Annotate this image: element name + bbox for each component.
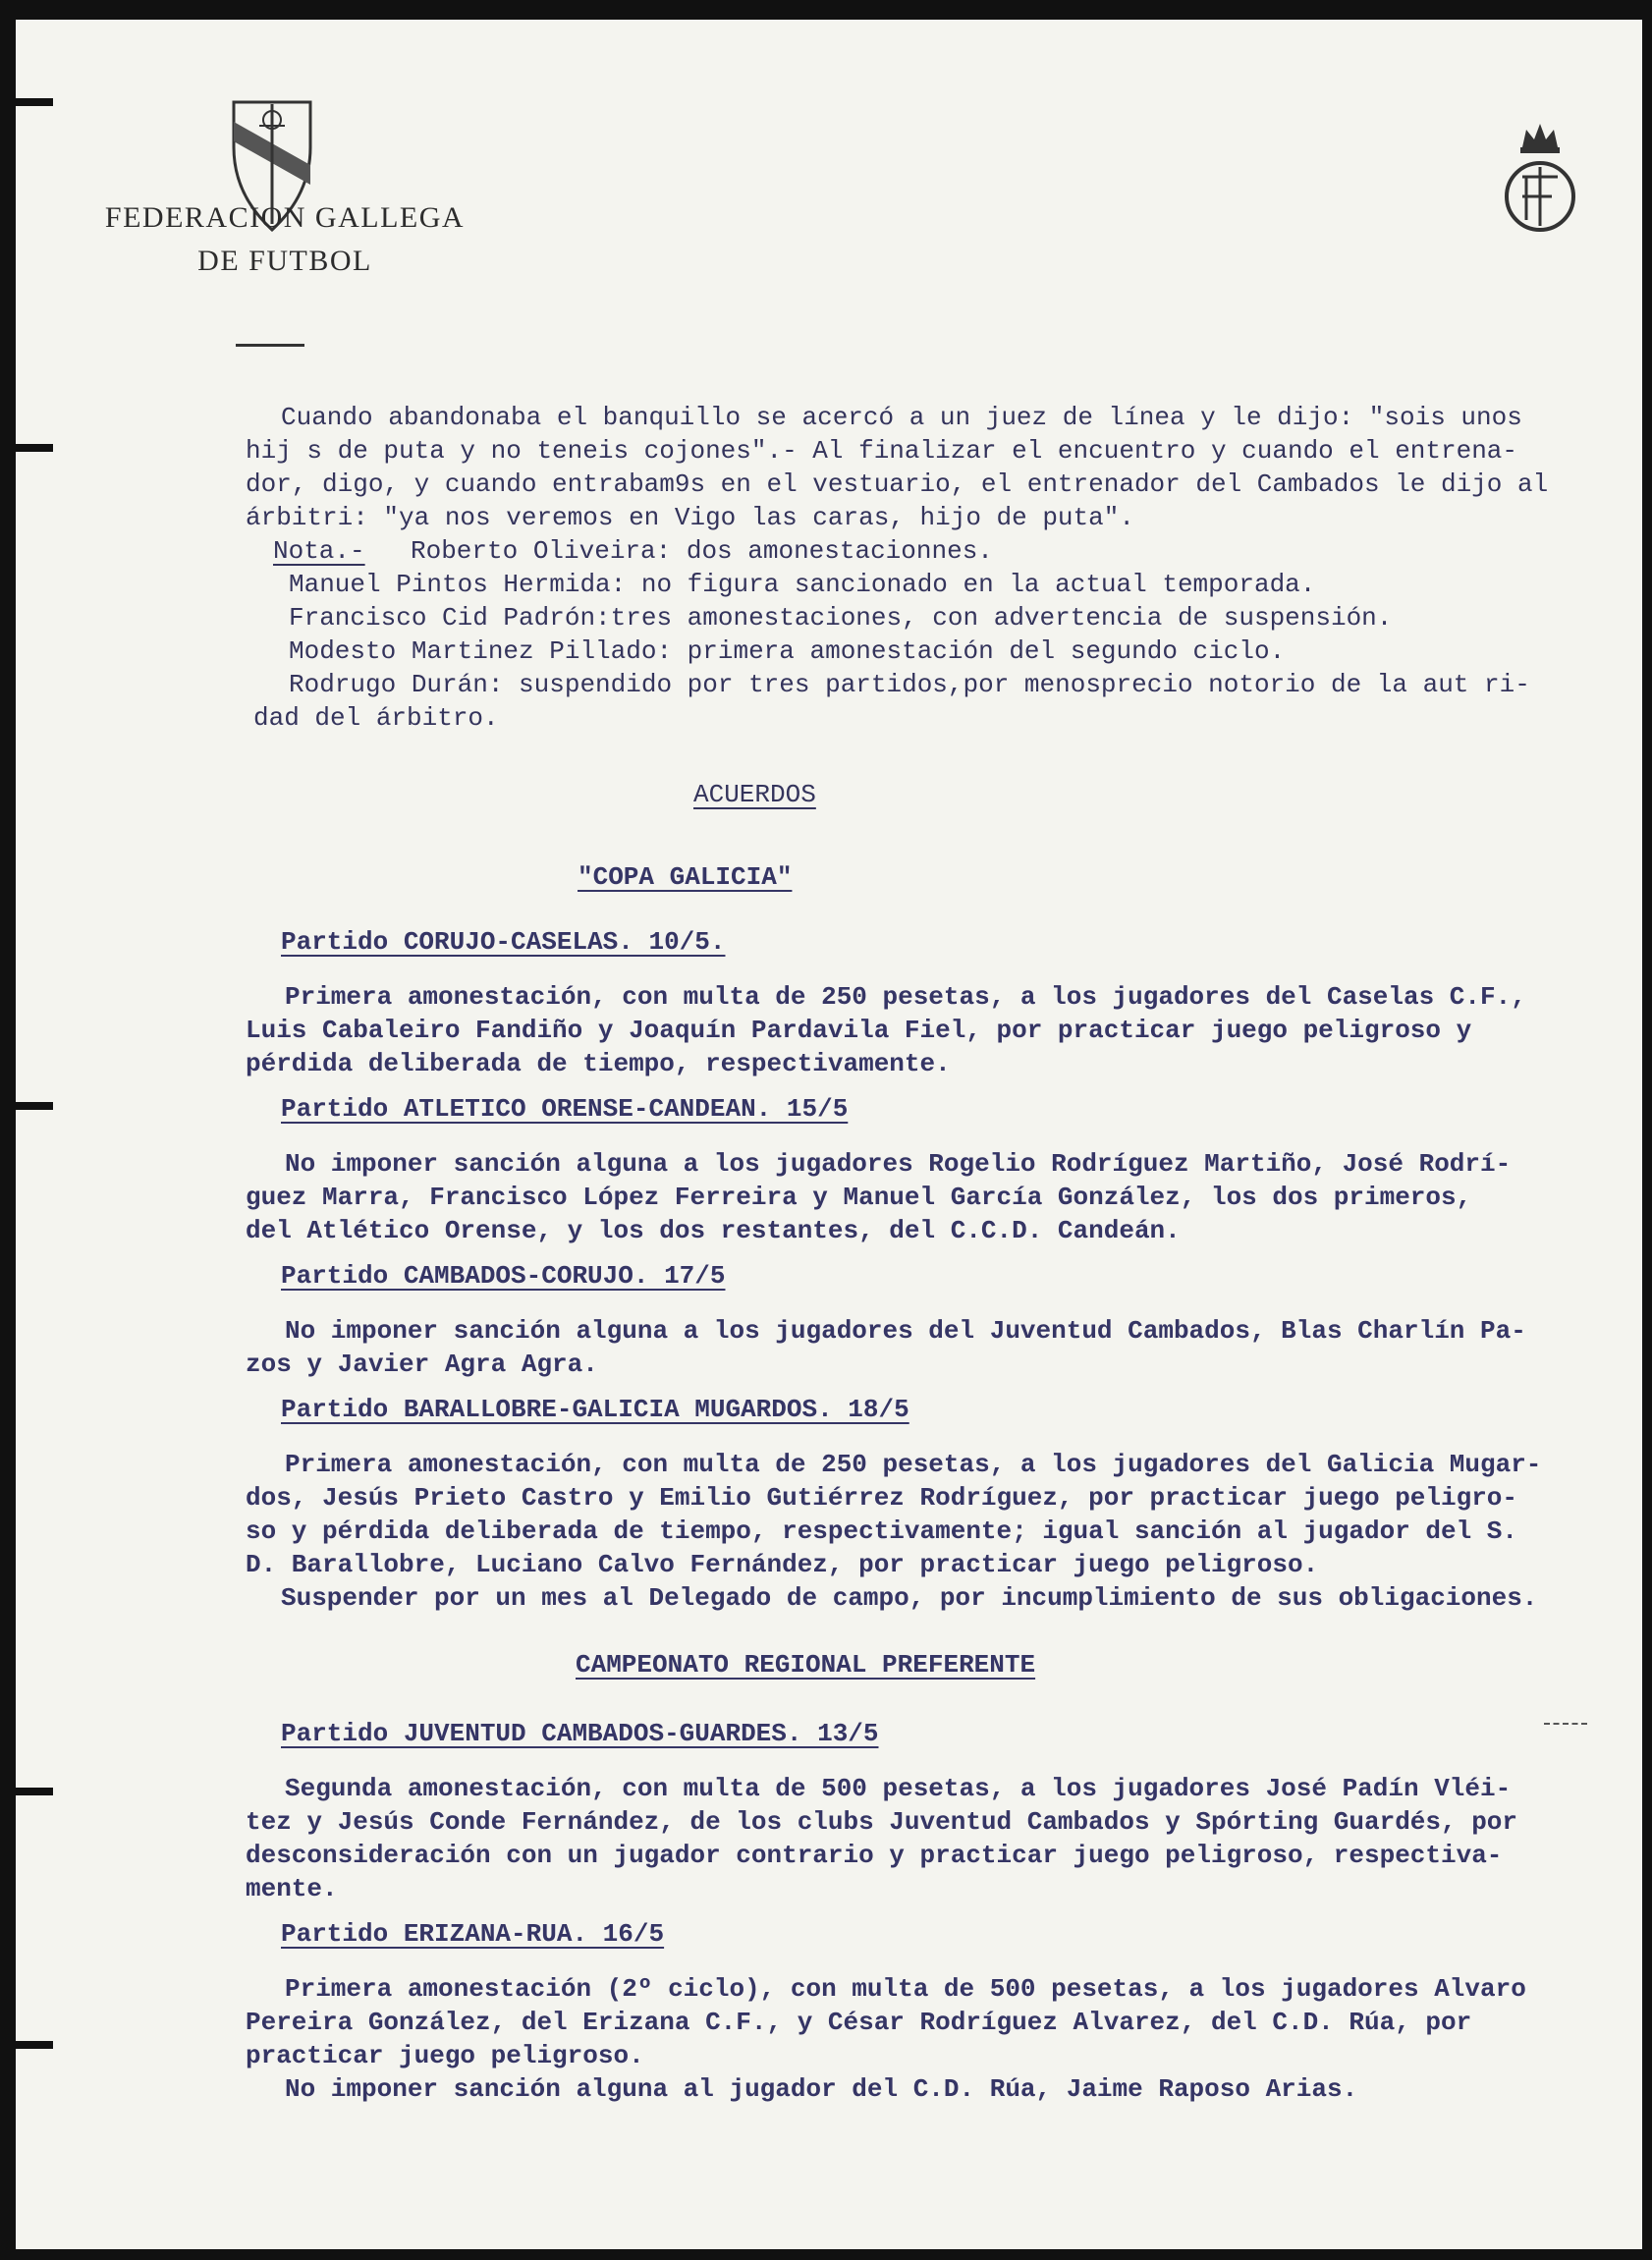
match-line: Segunda amonestación, con multa de 500 pesetas, a los jugadores José Padín Vléi- <box>285 1774 1512 1803</box>
federation-name-line1: FEDERACION GALLEGA <box>104 201 466 234</box>
match-line: Primera amonestación, con multa de 250 pesetas, a los jugadores del Galicia Mugar- <box>285 1450 1542 1479</box>
match-line: Pereira González, del Erizana C.F., y César Rodríguez Alvarez, del C.D. Rúa, por <box>246 2008 1472 2037</box>
match-line: guez Marra, Francisco López Ferreira y Manuel García González, los dos primeros, <box>246 1183 1472 1212</box>
intro-line: dor, digo, y cuando entrabam9s en el vestuario, el entrenador del Cambados le dijo al <box>246 469 1549 499</box>
match-heading: Partido ERIZANA-RUA. 16/5 <box>281 1919 665 1949</box>
match-line: Luis Cabaleiro Fandiño y Joaquín Pardavila Fiel, por practicar juego peligroso y <box>246 1016 1472 1045</box>
regional-title: CAMPEONATO REGIONAL PREFERENTE <box>576 1650 1036 1680</box>
copa-title: "COPA GALICIA" <box>578 862 793 892</box>
intro-line: Cuando abandonaba el banquillo se acercó a un juez de línea y le dijo: "sois unos <box>281 403 1522 432</box>
match-line: No imponer sanción alguna a los jugadores Rogelio Rodríguez Martiño, José Rodrí- <box>285 1149 1512 1179</box>
match-line: No imponer sanción alguna a los jugadores del Juventud Cambados, Blas Charlín Pa- <box>285 1316 1526 1346</box>
match-line: Primera amonestación, con multa de 250 pesetas, a los jugadores del Caselas C.F., <box>285 982 1526 1012</box>
document-page <box>16 20 1642 2249</box>
match-line: pérdida deliberada de tiempo, respectivamente. <box>246 1049 951 1078</box>
match-line: practicar juego peligroso. <box>246 2041 644 2070</box>
match-heading: Partido CORUJO-CASELAS. 10/5. <box>281 927 726 957</box>
match-line: D. Barallobre, Luciano Calvo Fernández, por practicar juego peligroso. <box>246 1550 1319 1579</box>
match-heading: Partido ATLETICO ORENSE-CANDEAN. 15/5 <box>281 1094 849 1124</box>
match-heading: Partido BARALLOBRE-GALICIA MUGARDOS. 18/5 <box>281 1395 909 1424</box>
nota-line: dad del árbitro. <box>253 703 499 733</box>
match-line: No imponer sanción alguna al jugador del C.D. Rúa, Jaime Raposo Arias. <box>285 2074 1358 2104</box>
nota-label: Nota.- <box>273 536 365 566</box>
match-line: Primera amonestación (2º ciclo), con multa de 500 pesetas, a los jugadores Alvaro <box>285 1974 1526 2004</box>
match-line: so y pérdida deliberada de tiempo, respectivamente; igual sanción al jugador del S. <box>246 1516 1518 1546</box>
intro-line: árbitri: "ya nos veremos en Vigo las caras, hijo de puta". <box>246 503 1134 532</box>
match-line: zos y Javier Agra Agra. <box>246 1350 598 1379</box>
federation-name-line2: DE FUTBOL <box>197 245 372 277</box>
match-heading: Partido JUVENTUD CAMBADOS-GUARDES. 13/5 <box>281 1719 879 1748</box>
nota-line: Manuel Pintos Hermida: no figura sancionado en la actual temporada. <box>289 570 1316 599</box>
match-line: mente. <box>246 1874 338 1903</box>
nota-line: Rodrugo Durán: suspendido por tres partidos,por menosprecio notorio de la aut ri- <box>289 670 1530 699</box>
margin-dash <box>1544 1723 1587 1727</box>
intro-line: hij s de puta y no teneis cojones".- Al finalizar el encuentro y cuando el entrena- <box>246 436 1518 466</box>
acuerdos-title: ACUERDOS <box>693 780 816 809</box>
match-line: Suspender por un mes al Delegado de campo, por incumplimiento de sus obligaciones. <box>281 1583 1538 1613</box>
nota-line: Roberto Oliveira: dos amonestacionnes. <box>411 536 993 566</box>
match-line: dos, Jesús Prieto Castro y Emilio Gutiérrez Rodríguez, por practicar juego peligro- <box>246 1483 1518 1513</box>
document-body <box>16 20 1642 2249</box>
match-line: del Atlético Orense, y los dos restantes, del C.C.D. Candeán. <box>246 1216 1181 1245</box>
match-heading: Partido CAMBADOS-CORUJO. 17/5 <box>281 1261 726 1291</box>
nota-line: Francisco Cid Padrón:tres amonestaciones, con advertencia de suspensión. <box>289 603 1393 633</box>
match-line: tez y Jesús Conde Fernández, de los clubs Juventud Cambados y Spórting Guardés, por <box>246 1807 1518 1837</box>
match-line: desconsideración con un jugador contrario y practicar juego peligroso, respectiva- <box>246 1841 1503 1870</box>
nota-line: Modesto Martinez Pillado: primera amonestación del segundo ciclo. <box>289 636 1286 666</box>
